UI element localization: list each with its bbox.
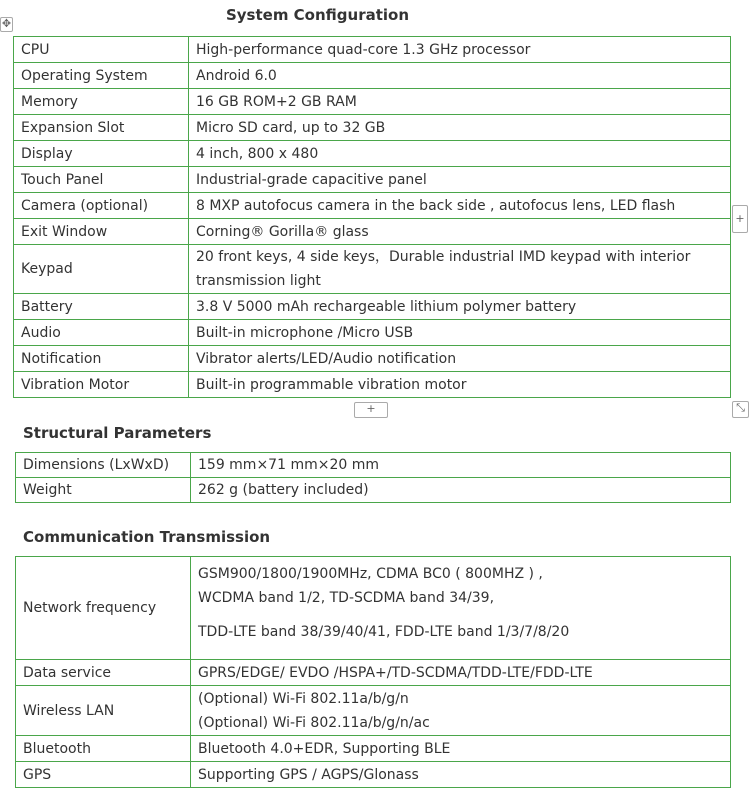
row-label: Memory bbox=[14, 89, 189, 115]
row-label: Touch Panel bbox=[14, 167, 189, 193]
add-column-button[interactable]: + bbox=[732, 205, 748, 233]
row-label: Notification bbox=[14, 346, 189, 372]
row-label: Camera (optional) bbox=[14, 193, 189, 219]
row-label: GPS bbox=[16, 762, 191, 788]
row-value bbox=[191, 557, 731, 660]
wlan-line-2: (Optional) Wi-Fi 802.11a/b/g/n/ac bbox=[198, 714, 430, 731]
table-row bbox=[14, 294, 731, 320]
row-value: 262 g (battery included) bbox=[191, 478, 731, 503]
row-label: Battery bbox=[14, 294, 189, 320]
row-value: Industrial-grade capacitive panel bbox=[189, 167, 731, 193]
row-value: 8 MXP autofocus camera in the back side , autofocus lens, LED flash bbox=[189, 193, 731, 219]
row-value: Micro SD card, up to 32 GB bbox=[189, 115, 731, 141]
network-line-1: GSM900/1800/1900MHz, CDMA BC0 ( 800MHZ ) , bbox=[198, 566, 543, 582]
row-label: CPU bbox=[14, 37, 189, 63]
communication-table bbox=[15, 556, 731, 788]
row-value: Supporting GPS / AGPS/Glonass bbox=[191, 762, 731, 788]
row-label: Wireless LAN bbox=[16, 686, 191, 736]
table-row bbox=[14, 167, 731, 193]
row-label: Vibration Motor bbox=[14, 372, 189, 398]
wlan-line-1: (Optional) Wi-Fi 802.11a/b/g/n bbox=[198, 690, 409, 707]
row-value: High-performance quad-core 1.3 GHz processor bbox=[189, 37, 731, 63]
row-label: Expansion Slot bbox=[14, 115, 189, 141]
table-row bbox=[14, 245, 731, 294]
table-resize-handle[interactable]: ⤡ bbox=[732, 401, 749, 418]
table-move-handle[interactable]: ✥ bbox=[1, 17, 12, 30]
row-label bbox=[16, 453, 191, 478]
row-label: Network frequency bbox=[16, 557, 191, 660]
row-label: Data service bbox=[16, 660, 191, 686]
system-config-table bbox=[13, 36, 731, 398]
row-value: Built-in microphone /Micro USB bbox=[189, 320, 731, 346]
row-value bbox=[191, 686, 731, 736]
row-label: Keypad bbox=[14, 245, 189, 294]
row-value: 159 mm×71 mm×20 mm bbox=[191, 453, 731, 478]
row-label: Exit Window bbox=[14, 219, 189, 245]
table-row bbox=[14, 141, 731, 167]
add-row-button[interactable]: + bbox=[354, 402, 388, 418]
network-line-3: TDD-LTE band 38/39/40/41, FDD-LTE band 1/3/7/8/20 bbox=[198, 624, 570, 640]
row-value: 20 front keys, 4 side keys，Durable industrial IMD keypad with interior transmission light bbox=[189, 245, 731, 294]
structural-table bbox=[15, 452, 731, 503]
table-row bbox=[14, 193, 731, 219]
table-row bbox=[14, 63, 731, 89]
page-title: System Configuration bbox=[225, 6, 410, 24]
table-row bbox=[14, 89, 731, 115]
dimensions-label: Dimensions (LxWxD) bbox=[23, 457, 170, 473]
table-row bbox=[14, 372, 731, 398]
row-value: Vibrator alerts/LED/Audio notification bbox=[189, 346, 731, 372]
row-label: Operating System bbox=[14, 63, 189, 89]
table-row bbox=[14, 346, 731, 372]
table-row bbox=[16, 762, 731, 788]
row-value: GPRS/EDGE/ EVDO /HSPA+/TD-SCDMA/TDD-LTE/FDD-LTE bbox=[191, 660, 731, 686]
row-value: Bluetooth 4.0+EDR, Supporting BLE bbox=[191, 736, 731, 762]
table-row bbox=[16, 478, 731, 503]
row-label: Weight bbox=[16, 478, 191, 503]
table-row bbox=[16, 453, 731, 478]
structural-title: Structural Parameters bbox=[23, 424, 212, 442]
row-value: Built-in programmable vibration motor bbox=[189, 372, 731, 398]
row-value: Android 6.0 bbox=[189, 63, 731, 89]
table-row bbox=[14, 115, 731, 141]
table-row bbox=[16, 660, 731, 686]
row-label: Display bbox=[14, 141, 189, 167]
row-value: 16 GB ROM+2 GB RAM bbox=[189, 89, 731, 115]
table-row bbox=[14, 320, 731, 346]
table-row bbox=[14, 37, 731, 63]
row-value: Corning® Gorilla® glass bbox=[189, 219, 731, 245]
table-row bbox=[16, 557, 731, 660]
row-value: 4 inch, 800 x 480 bbox=[189, 141, 731, 167]
network-line-2: WCDMA band 1/2, TD-SCDMA band 34/39, bbox=[198, 590, 495, 606]
communication-title: Communication Transmission bbox=[23, 528, 271, 546]
table-row bbox=[14, 219, 731, 245]
table-row bbox=[16, 686, 731, 736]
row-label: Audio bbox=[14, 320, 189, 346]
row-label: Bluetooth bbox=[16, 736, 191, 762]
table-row bbox=[16, 736, 731, 762]
row-value: 3.8 V 5000 mAh rechargeable lithium polymer battery bbox=[189, 294, 731, 320]
